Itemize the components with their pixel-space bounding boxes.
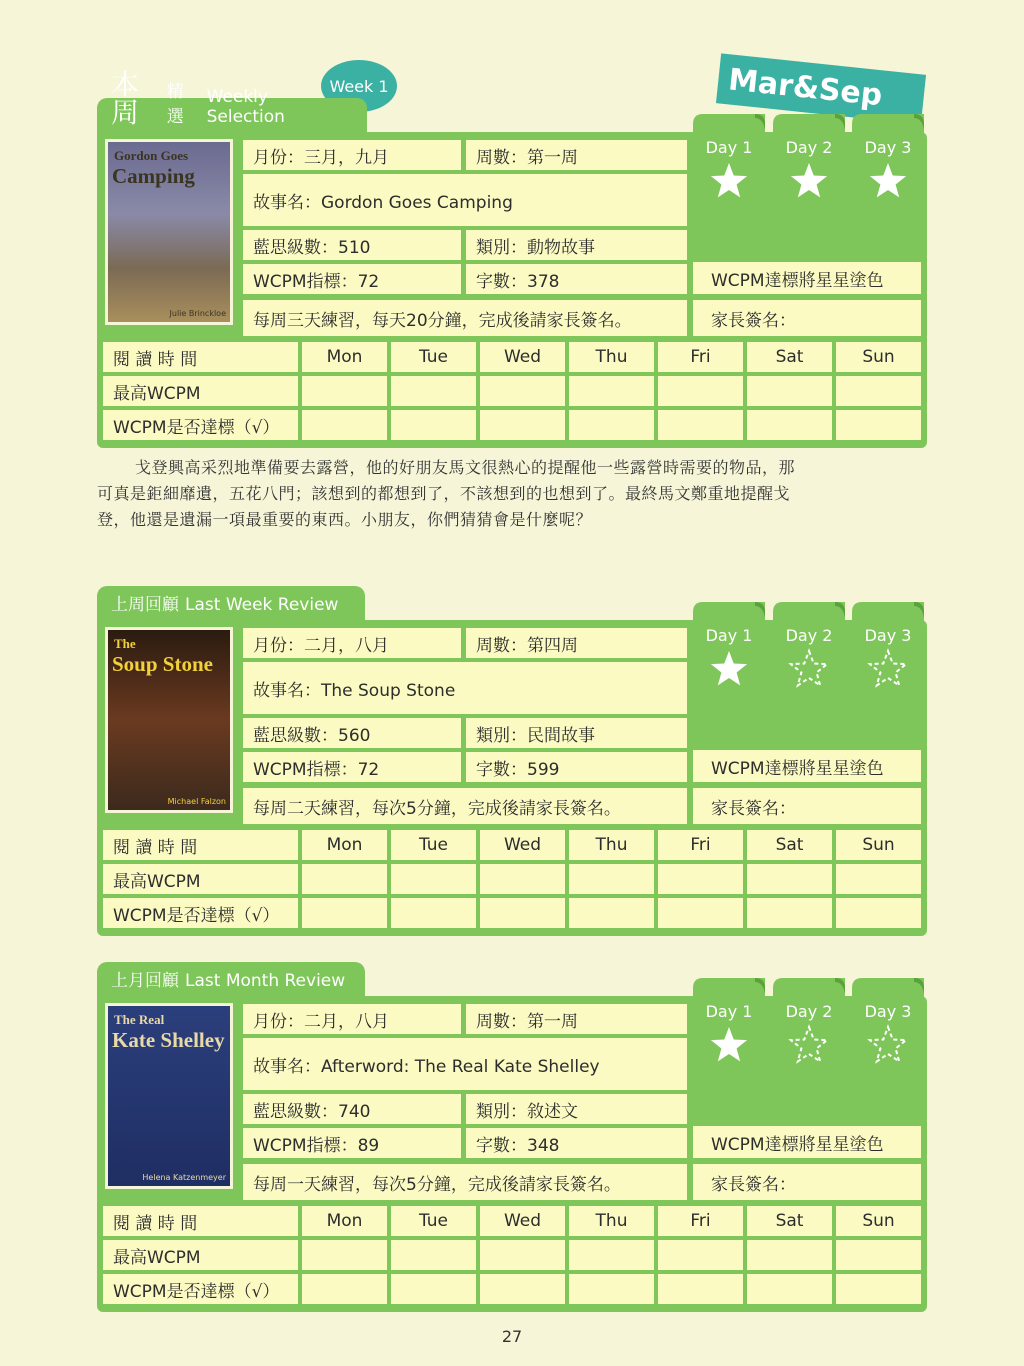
row-label: 閱 讀 時 間 — [103, 342, 298, 372]
table-cell[interactable] — [480, 864, 565, 894]
table-cell[interactable] — [658, 410, 743, 440]
row-label: 最高WCPM — [103, 864, 298, 894]
table-cell[interactable] — [658, 1240, 743, 1270]
table-cell[interactable] — [302, 376, 387, 406]
day-label: Day 3 — [864, 1002, 912, 1021]
cover-author: Julie Brinckloe — [169, 309, 226, 318]
section-title-mid: 上周回顧 — [111, 595, 179, 615]
day-label: Day 1 — [705, 1002, 753, 1021]
ribbon-shape — [852, 602, 924, 742]
cover-title-line2: Kate Shelley — [112, 1028, 225, 1052]
parent-sign-cell[interactable]: 家長簽名： — [693, 1164, 921, 1200]
star-note-cell: WCPM達標將星星塗色 — [693, 1126, 921, 1158]
table-cell[interactable] — [836, 1240, 921, 1270]
table-cell[interactable] — [391, 864, 476, 894]
day-ribbon[interactable] — [852, 978, 924, 1136]
day-label: Day 2 — [785, 626, 833, 645]
weekday-header: Fri — [658, 830, 743, 860]
table-cell[interactable] — [747, 410, 832, 440]
lexile-cell: 藍思級數：740 — [243, 1094, 461, 1124]
lexile-cell: 藍思級數：560 — [243, 718, 461, 748]
row-label: 最高WCPM — [103, 1240, 298, 1270]
table-cell[interactable] — [747, 1274, 832, 1304]
book-card — [97, 620, 927, 936]
weekday-header: Fri — [658, 1206, 743, 1236]
table-cell[interactable] — [747, 898, 832, 928]
book-cover — [105, 139, 233, 325]
weekday-header: Fri — [658, 342, 743, 372]
weekday-header: Wed — [480, 1206, 565, 1236]
word-count-cell: 字數：348 — [466, 1128, 687, 1158]
story-cell: 故事名：Afterword: The Real Kate Shelley — [243, 1038, 687, 1090]
section-title-mid: 精選 — [166, 82, 184, 127]
table-cell[interactable] — [302, 898, 387, 928]
word-count-cell: 字數：378 — [466, 264, 687, 294]
table-cell[interactable] — [747, 864, 832, 894]
table-cell[interactable] — [747, 1240, 832, 1270]
day-ribbon[interactable] — [773, 114, 845, 272]
practice-cell: 每周二天練習，每次5分鐘，完成後請家長簽名。 — [243, 788, 687, 824]
ribbon-shape — [773, 114, 845, 254]
section-tab — [97, 586, 365, 620]
table-cell[interactable] — [747, 376, 832, 406]
weekday-header: Wed — [480, 342, 565, 372]
cover-title-line1: Gordon Goes — [114, 148, 189, 163]
week-bubble: Week 1 — [321, 60, 397, 112]
row-label: 最高WCPM — [103, 376, 298, 406]
month-cell: 月份：三月，九月 — [243, 140, 461, 170]
book-cover — [105, 1003, 233, 1189]
table-cell[interactable] — [836, 864, 921, 894]
month-cell: 月份：二月，八月 — [243, 628, 461, 658]
weekday-header: Sun — [836, 342, 921, 372]
description-line: 登，他還是遺漏一項最重要的東西。小朋友，你們猜猜會是什麼呢？ — [97, 510, 593, 529]
table-cell[interactable] — [836, 410, 921, 440]
cover-author: Helena Katzenmeyer — [142, 1173, 226, 1182]
weekday-header: Tue — [391, 830, 476, 860]
practice-cell: 每周三天練習，每天20分鐘，完成後請家長簽名。 — [243, 300, 687, 336]
table-cell[interactable] — [569, 1274, 654, 1304]
day-ribbon[interactable] — [693, 978, 765, 1136]
table-cell[interactable] — [658, 898, 743, 928]
ribbon-shape — [852, 978, 924, 1118]
table-cell[interactable] — [836, 1274, 921, 1304]
table-cell[interactable] — [569, 864, 654, 894]
weekday-header: Mon — [302, 342, 387, 372]
weekday-header: Sun — [836, 1206, 921, 1236]
weekday-header: Thu — [569, 342, 654, 372]
section-title-en: Weekly Selection — [206, 87, 285, 127]
weekday-header: Wed — [480, 830, 565, 860]
table-cell[interactable] — [391, 376, 476, 406]
book-cover — [105, 627, 233, 813]
day-label: Day 1 — [705, 138, 753, 157]
star-note-cell: WCPM達標將星星塗色 — [693, 262, 921, 294]
table-cell[interactable] — [569, 376, 654, 406]
table-cell[interactable] — [391, 1274, 476, 1304]
parent-sign-cell[interactable]: 家長簽名： — [693, 300, 921, 336]
table-cell[interactable] — [480, 898, 565, 928]
month-badge: Mar&Sep — [716, 53, 926, 124]
weekday-header: Thu — [569, 830, 654, 860]
weekday-header: Sat — [747, 342, 832, 372]
book-card — [97, 996, 927, 1312]
row-label: 閱 讀 時 間 — [103, 1206, 298, 1236]
weekday-header: Thu — [569, 1206, 654, 1236]
cover-author: Michael Falzon — [167, 797, 226, 806]
day-ribbon[interactable] — [773, 978, 845, 1136]
weekday-header: Tue — [391, 342, 476, 372]
ribbon-shape — [693, 978, 765, 1118]
ribbon-shape — [852, 114, 924, 254]
table-cell[interactable] — [480, 1274, 565, 1304]
weekday-header: Mon — [302, 1206, 387, 1236]
day-ribbon[interactable] — [852, 602, 924, 760]
row-label: WCPM是否達標（√） — [103, 410, 298, 440]
table-cell[interactable] — [836, 376, 921, 406]
page-number: 27 — [501, 1327, 523, 1346]
table-cell[interactable] — [302, 864, 387, 894]
wcpm-target-cell: WCPM指標：89 — [243, 1128, 461, 1158]
day-ribbon[interactable] — [693, 114, 765, 272]
row-label: WCPM是否達標（√） — [103, 1274, 298, 1304]
cover-title-line1: The — [114, 636, 136, 651]
story-description — [97, 455, 927, 533]
section-title-en: Last Week Review — [185, 595, 339, 615]
word-count-cell: 字數：599 — [466, 752, 687, 782]
cover-title-line2: Camping — [112, 164, 195, 188]
day-label: Day 2 — [785, 138, 833, 157]
parent-sign-cell[interactable]: 家長簽名： — [693, 788, 921, 824]
story-cell: 故事名：Gordon Goes Camping — [243, 174, 687, 226]
table-cell[interactable] — [569, 410, 654, 440]
weekday-header: Sun — [836, 830, 921, 860]
genre-cell: 類別：民間故事 — [466, 718, 687, 748]
table-cell[interactable] — [391, 410, 476, 440]
star-note-cell: WCPM達標將星星塗色 — [693, 750, 921, 782]
weekday-header: Tue — [391, 1206, 476, 1236]
table-cell[interactable] — [480, 376, 565, 406]
table-cell[interactable] — [480, 1240, 565, 1270]
description-line: 戈登興高采烈地準備要去露營，他的好朋友馬文很熱心的提醒他一些露營時需要的物品，那 — [135, 458, 796, 477]
week-cell: 周數：第一周 — [466, 1004, 687, 1034]
lexile-cell: 藍思級數：510 — [243, 230, 461, 260]
section-tab — [97, 962, 365, 996]
weekday-header: Sat — [747, 1206, 832, 1236]
table-cell[interactable] — [569, 898, 654, 928]
day-label: Day 3 — [864, 626, 912, 645]
day-ribbon[interactable] — [852, 114, 924, 272]
table-cell[interactable] — [302, 410, 387, 440]
story-cell: 故事名：The Soup Stone — [243, 662, 687, 714]
ribbon-shape — [693, 114, 765, 254]
week-cell: 周數：第一周 — [466, 140, 687, 170]
genre-cell: 類別：動物故事 — [466, 230, 687, 260]
ribbon-shape — [773, 978, 845, 1118]
section-title-big: 本周 — [111, 68, 140, 129]
section-title-mid: 上月回顧 — [111, 971, 179, 991]
table-cell[interactable] — [302, 1274, 387, 1304]
weekday-header: Sat — [747, 830, 832, 860]
description-line: 可真是鉅細靡遺，五花八門；該想到的都想到了，不該想到的也想到了。最終馬文鄭重地提醒戈 — [97, 484, 791, 503]
week-cell: 周數：第四周 — [466, 628, 687, 658]
section-title-en: Last Month Review — [185, 971, 346, 991]
wcpm-target-cell: WCPM指標：72 — [243, 264, 461, 294]
table-cell[interactable] — [569, 1240, 654, 1270]
month-cell: 月份：二月，八月 — [243, 1004, 461, 1034]
day-ribbon[interactable] — [773, 602, 845, 760]
table-cell[interactable] — [480, 410, 565, 440]
day-label: Day 1 — [705, 626, 753, 645]
cover-title-line2: Soup Stone — [112, 652, 213, 676]
genre-cell: 類別：敘述文 — [466, 1094, 687, 1124]
day-ribbon[interactable] — [693, 602, 765, 760]
ribbon-shape — [693, 602, 765, 742]
row-label: WCPM是否達標（√） — [103, 898, 298, 928]
cover-title-line1: The Real — [114, 1012, 165, 1027]
weekday-header: Mon — [302, 830, 387, 860]
practice-cell: 每周一天練習，每次5分鐘，完成後請家長簽名。 — [243, 1164, 687, 1200]
table-cell[interactable] — [302, 1240, 387, 1270]
table-cell[interactable] — [658, 1274, 743, 1304]
wcpm-target-cell: WCPM指標：72 — [243, 752, 461, 782]
day-label: Day 2 — [785, 1002, 833, 1021]
table-cell[interactable] — [836, 898, 921, 928]
row-label: 閱 讀 時 間 — [103, 830, 298, 860]
table-cell[interactable] — [391, 1240, 476, 1270]
table-cell[interactable] — [391, 898, 476, 928]
table-cell[interactable] — [658, 864, 743, 894]
table-cell[interactable] — [658, 376, 743, 406]
ribbon-shape — [773, 602, 845, 742]
book-card — [97, 132, 927, 448]
day-label: Day 3 — [864, 138, 912, 157]
